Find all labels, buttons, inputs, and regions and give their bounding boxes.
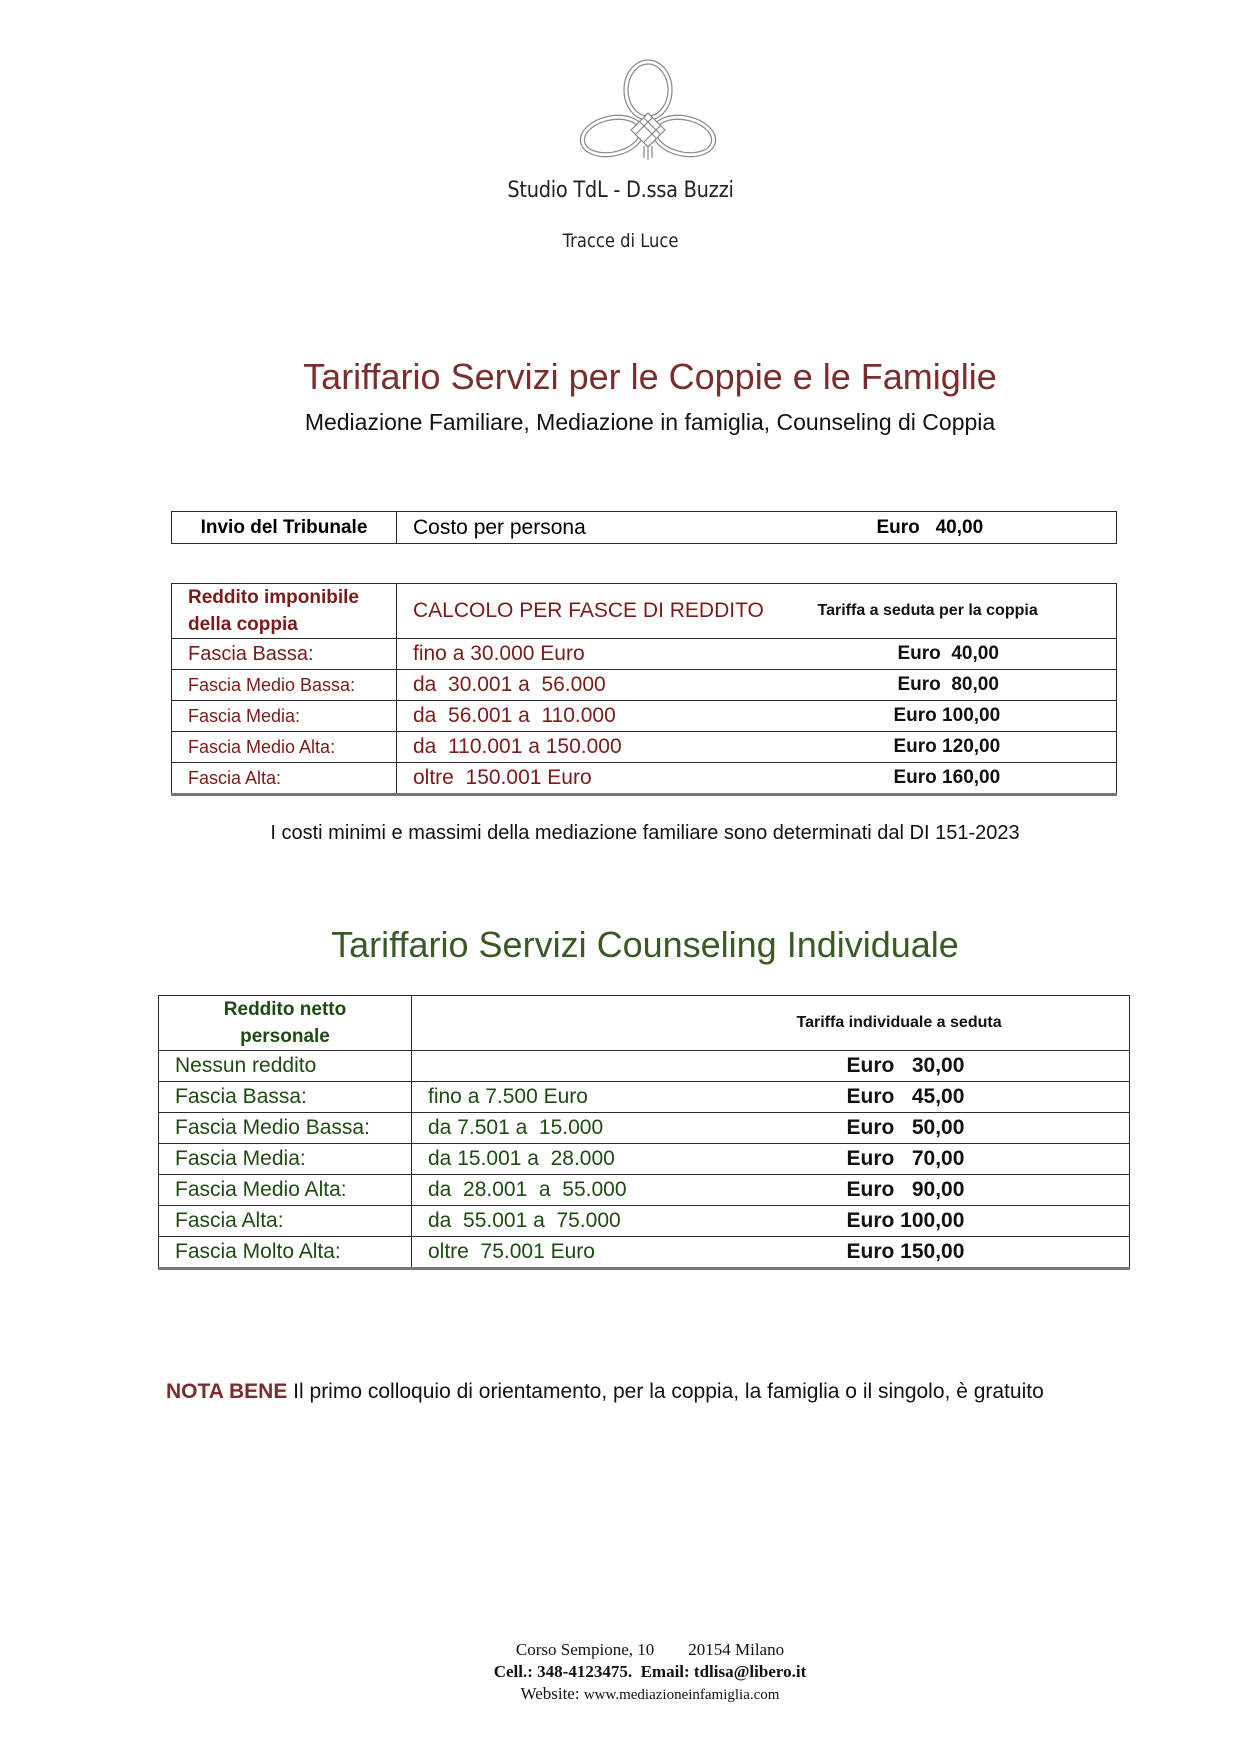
income-range: da 15.001 a 28.000 <box>412 1144 737 1175</box>
table-row <box>172 512 1117 544</box>
individual-section-title: Tariffario Servizi Counseling Individuale <box>331 924 959 965</box>
table-row <box>172 732 1117 763</box>
income-band: Fascia Alta: <box>159 1206 412 1237</box>
table-row <box>159 1113 1130 1144</box>
session-price: Euro 120,00 <box>802 732 1117 763</box>
income-range: da 30.001 a 56.000 <box>397 670 802 701</box>
income-band: Fascia Molto Alta: <box>159 1237 412 1269</box>
income-band: Fascia Bassa: <box>159 1082 412 1113</box>
table-row <box>159 1175 1130 1206</box>
table-row <box>159 1237 1130 1269</box>
session-price: Euro 80,00 <box>802 670 1117 701</box>
income-range: da 55.001 a 75.000 <box>412 1206 737 1237</box>
table-header-row <box>159 996 1130 1051</box>
table-row <box>172 639 1117 670</box>
footer-website-label: Website: <box>520 1684 584 1703</box>
table-row <box>172 701 1117 732</box>
income-range: da 56.001 a 110.000 <box>397 701 802 732</box>
table-row <box>159 1082 1130 1113</box>
footer-address: Corso Sempione, 10 <box>515 1640 655 1659</box>
income-band: Fascia Media: <box>172 701 397 732</box>
celtic-knot-logo-icon <box>578 58 718 168</box>
session-price: Euro 160,00 <box>802 763 1117 795</box>
session-price: Euro 30,00 <box>737 1051 1130 1082</box>
income-band: Fascia Medio Alta: <box>159 1175 412 1206</box>
income-range: da 28.001 a 55.000 <box>412 1175 737 1206</box>
couples-income-table <box>171 583 1117 796</box>
couples-section-subtitle: Mediazione Familiare, Mediazione in famiglia, Counseling di Coppia <box>304 409 996 435</box>
income-band: Fascia Alta: <box>172 763 397 795</box>
tribunal-price: Euro 40,00 <box>877 512 1117 544</box>
session-price: Euro 45,00 <box>737 1082 1130 1113</box>
footer-address-line <box>0 1640 1241 1660</box>
income-band: Fascia Medio Bassa: <box>159 1113 412 1144</box>
session-price: Euro 100,00 <box>737 1206 1130 1237</box>
session-price: Euro 90,00 <box>737 1175 1130 1206</box>
table-row <box>172 763 1117 795</box>
individual-income-table <box>158 995 1130 1270</box>
footer-website-link[interactable]: www.mediazioneinfamiglia.com <box>583 1687 780 1703</box>
table-row <box>159 1051 1130 1082</box>
studio-tagline: Tracce di Luce <box>562 230 679 252</box>
session-price: Euro 100,00 <box>802 701 1117 732</box>
couples-footnote: I costi minimi e massimi della mediazione familiare sono determinati dal DI 151-2023 <box>270 822 1020 844</box>
couples-section-title: Tariffario Servizi per le Coppie e le Famiglie <box>303 356 997 397</box>
income-range <box>412 1051 737 1082</box>
header-income-label: Reddito netto personale <box>159 996 412 1051</box>
footer-contacts: Cell.: 348-4123475. Email: tdlisa@libero.it <box>493 1662 807 1681</box>
income-band: Fascia Medio Bassa: <box>172 670 397 701</box>
income-range: oltre 75.001 Euro <box>412 1237 737 1269</box>
header-calculation-label: CALCOLO PER FASCE DI REDDITO <box>397 584 802 639</box>
table-row <box>159 1144 1130 1175</box>
nota-bene-text: Il primo colloquio di orientamento, per la coppia, la famiglia o il singolo, è gratuito <box>287 1380 1044 1403</box>
nota-bene-label: NOTA BENE <box>166 1380 288 1403</box>
tribunal-table <box>171 511 1117 544</box>
header-income-label: Reddito imponibile della coppia <box>172 584 397 639</box>
session-price: Euro 40,00 <box>802 639 1117 670</box>
income-band: Fascia Bassa: <box>172 639 397 670</box>
tribunal-label: Invio del Tribunale <box>172 512 397 544</box>
studio-name: Studio TdL - D.ssa Buzzi <box>507 178 734 203</box>
income-band: Fascia Medio Alta: <box>172 732 397 763</box>
nota-bene <box>166 1380 1044 1404</box>
session-price: Euro 50,00 <box>737 1113 1130 1144</box>
income-range: fino a 30.000 Euro <box>397 639 802 670</box>
income-band: Nessun reddito <box>159 1051 412 1082</box>
table-row <box>172 670 1117 701</box>
income-band: Fascia Media: <box>159 1144 412 1175</box>
tribunal-description: Costo per persona <box>397 512 877 544</box>
income-range: fino a 7.500 Euro <box>412 1082 737 1113</box>
income-range: da 7.501 a 15.000 <box>412 1113 737 1144</box>
income-range: oltre 150.001 Euro <box>397 763 802 795</box>
header-range-label <box>412 996 737 1051</box>
footer-city: 20154 Milano <box>688 1640 785 1659</box>
header-rate-label: Tariffa individuale a seduta <box>737 996 1130 1051</box>
income-range: da 110.001 a 150.000 <box>397 732 802 763</box>
footer-website-line <box>0 1684 1241 1704</box>
session-price: Euro 70,00 <box>737 1144 1130 1175</box>
table-row <box>159 1206 1130 1237</box>
table-header-row <box>172 584 1117 639</box>
session-price: Euro 150,00 <box>737 1237 1130 1269</box>
header-rate-label: Tariffa a seduta per la coppia <box>802 584 1117 639</box>
